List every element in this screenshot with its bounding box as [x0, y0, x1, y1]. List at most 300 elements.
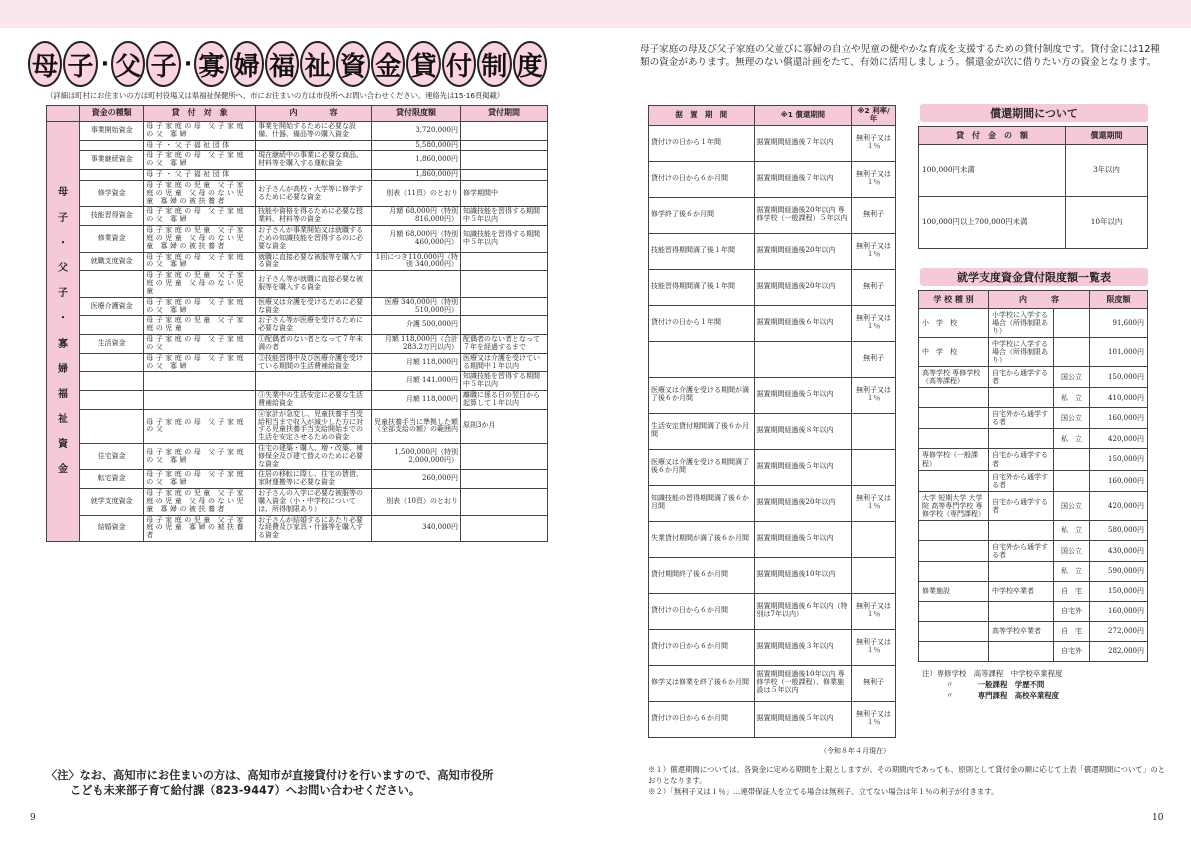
contact-note: （詳細は町村にお住まいの方は町村役場又は県福祉保健所へ、市にお住まいの方は市役所へお問い合わせください。連絡先は15·16頁掲載） [46, 91, 505, 100]
fund-period [461, 470, 548, 489]
school-limit: 282,000円 [1090, 641, 1148, 661]
fund-limit: 月額 141,000円 [371, 372, 460, 391]
school-limit: 590,000円 [1090, 561, 1148, 581]
fund-name: 技能習得資金 [80, 207, 144, 226]
school-note-line0: 注）専修学校 高等課程 中学校卒業程度 [922, 669, 1063, 678]
table-row [47, 271, 548, 297]
fund-period [461, 140, 548, 151]
fund-limit: 月額 68,000円（特別 460,000円） [371, 226, 460, 252]
school-sub: 自宅外 [1054, 641, 1090, 661]
title-char: 母 [28, 41, 62, 87]
title-char: 子 [63, 41, 97, 87]
rate-cell: 無利子又は１％ [852, 629, 896, 665]
side-label-char: 子 [58, 288, 69, 300]
title-char: 子 [146, 41, 180, 87]
table-row [919, 641, 1148, 661]
school-limit: 160,000円 [1090, 601, 1148, 621]
rate-cell: 無利子又は１％ [852, 305, 896, 341]
table-row [649, 125, 896, 161]
table-row [919, 491, 1148, 520]
table-row [649, 665, 896, 701]
table-row [47, 391, 548, 410]
col-fund-type: 資金の種類 [80, 106, 144, 122]
deferral-cell: 知識技能の習得期間満了後６か月間 [649, 485, 755, 521]
deferral-cell: 医療又は介護を受ける期間が満了後６か月間 [649, 377, 755, 413]
school-sub: 私 立 [1054, 388, 1090, 408]
table-row [47, 122, 548, 141]
fund-name [80, 372, 144, 391]
fund-target: 母子家庭の母 父子家庭の父 寡婦 [144, 297, 256, 316]
fund-name [80, 391, 144, 410]
fund-limit: 1,860,000円 [371, 170, 460, 181]
title-char: 貸 [406, 41, 440, 87]
table-row [47, 140, 548, 151]
deferral-cell: 貸付けの日から６か月間 [649, 701, 755, 737]
table-row [649, 161, 896, 197]
fund-content [256, 170, 372, 181]
school-limit: 160,000円 [1090, 470, 1148, 491]
school-sub: 自 宅 [1054, 621, 1090, 641]
fund-target: 母子家庭の児童 父子家庭の児童 [144, 316, 256, 335]
fund-target: 母子家庭の児童 父子家庭の児童 寡婦の被扶養者 [144, 515, 256, 541]
table-row [47, 151, 548, 170]
fund-target [144, 372, 256, 391]
school-limit: 91,600円 [1090, 309, 1148, 338]
col-repay-period: 償還期間 [1066, 127, 1148, 145]
rate-cell: 無利子又は１％ [852, 701, 896, 737]
fund-content: 現在継続中の事業に必要な商品、材料等を購入する運転資金 [256, 151, 372, 170]
school-content: 自宅から通学する者 [989, 449, 1054, 470]
side-label-char: 福 [58, 388, 69, 400]
fund-limit: 1,500,000円（特別 2,000,000円） [371, 443, 460, 469]
table-row [919, 601, 1148, 621]
col-period: 貸付期間 [461, 106, 548, 122]
fund-limit: 月額 68,000円（特別 816,000円） [371, 207, 460, 226]
deferral-cell: 生活安定貸付期間満了後６か月間 [649, 413, 755, 449]
fund-content: お子さんが結婚するにあたり必要な経費及び家具・什器等を購入する資金 [256, 515, 372, 541]
table-row [649, 197, 896, 233]
fund-name: 就学支度資金 [80, 489, 144, 515]
school-limit: 580,000円 [1090, 520, 1148, 540]
school-sub: 国公立 [1054, 540, 1090, 561]
school-type: 小 学 校 [919, 309, 989, 338]
fund-name [80, 271, 144, 297]
table-row [47, 207, 548, 226]
repayment-cell: 据置期間経過後５年以内 [754, 701, 852, 737]
school-limit: 150,000円 [1090, 581, 1148, 601]
table-header-row [47, 106, 548, 122]
school-note [922, 668, 1062, 701]
table-row [47, 353, 548, 372]
fund-target: 母子家庭の母 父子家庭の父 [144, 335, 256, 354]
repayment-cell: 据置期間経過後６年以内 [754, 305, 852, 341]
table-row [649, 449, 896, 485]
fund-period: 修学期間中 [461, 180, 548, 206]
fund-period [461, 170, 548, 181]
footnote-2: ※２）「無利子又は１％」…連帯保証人を立てる場合は無利子、立てない場合は年１％の利子が付きます。 [648, 787, 999, 797]
table-header-row [919, 127, 1148, 145]
fund-period [461, 316, 548, 335]
fund-content: 住居の移転に際し、住宅の賃借、家財運搬等に必要な資金 [256, 470, 372, 489]
fund-content: お子さん等が医療を受けるために必要な資金 [256, 316, 372, 335]
fund-name: 就職支度資金 [80, 252, 144, 271]
fund-limit: 月額 118,000円 [371, 353, 460, 372]
fund-content: お子さんの入学に必要な被服等の購入資金（小・中学校については、所得制限あり） [256, 489, 372, 515]
fund-name: 生活資金 [80, 335, 144, 354]
school-content [989, 520, 1054, 540]
fund-content: 就職に直接必要な被服等を購入する資金 [256, 252, 372, 271]
repayment-cell: 据置期間経過後５年以内 [754, 521, 852, 557]
fund-limit: 介護 500,000円 [371, 316, 460, 335]
repayment-cell: 据置期間経過後20年以内 [754, 269, 852, 305]
school-content: 自宅外から通学する者 [989, 540, 1054, 561]
side-label-char: 金 [58, 464, 69, 476]
school-limit: 272,000円 [1090, 621, 1148, 641]
table-row [649, 377, 896, 413]
table-row [919, 388, 1148, 408]
table-row [919, 145, 1148, 197]
fund-content: お子さん等が就職に直接必要な被服等を購入する資金 [256, 271, 372, 297]
fund-period: 知識技能を習得する期間中５年以内 [461, 226, 548, 252]
table-row [919, 338, 1148, 367]
table-row [649, 269, 896, 305]
school-content [989, 641, 1054, 661]
title-char: 寡 [194, 41, 228, 87]
table-row [649, 557, 896, 593]
table-row [649, 593, 896, 629]
rate-cell: 無利子 [852, 665, 896, 701]
col-content: 内 容 [256, 106, 372, 122]
school-type [919, 388, 989, 408]
deferral-table [648, 105, 896, 738]
rate-cell: 無利子又は１％ [852, 125, 896, 161]
school-note-line1 [922, 679, 1062, 690]
table-row [919, 561, 1148, 581]
fund-limit: 5,580,000円 [371, 140, 460, 151]
school-content [989, 388, 1054, 408]
intro-text: 母子家庭の母及び父子家庭の父並びに寡婦の自立や児童の健やかな育成を支援するための貸付制度です。貸付金には12種類の資金があります。無理のない償還計画をたて、有効に活用しましょう。償還金が次に借りたい方の資金となります。 [640, 44, 1160, 68]
fund-side-label [47, 122, 80, 542]
table-row [919, 408, 1148, 429]
school-sub [1054, 449, 1090, 470]
fund-name: 事業開始資金 [80, 122, 144, 141]
deferral-cell: 貸付期間終了後６か月間 [649, 557, 755, 593]
table-row [649, 233, 896, 269]
table-header-row [649, 106, 896, 126]
school-limit: 430,000円 [1090, 540, 1148, 561]
fund-name: 住宅資金 [80, 443, 144, 469]
fund-content: ①配偶者のない者となって７年未満の者 [256, 335, 372, 354]
school-sub: 自宅外 [1054, 601, 1090, 621]
repayment-cell: 据置期間経過後７年以内 [754, 161, 852, 197]
title-char: 制 [477, 41, 511, 87]
rate-cell: 無利子 [852, 269, 896, 305]
top-band [0, 0, 1191, 28]
rate-cell: 無利子 [852, 197, 896, 233]
repayment-cell: 据置期間経過後５年以内 [754, 377, 852, 413]
fund-content: お子さんが事業開始又は就職するための知識技能を習得するのに必要な資金 [256, 226, 372, 252]
fund-period: 離職に係る日の翌日から起算して１年以内 [461, 391, 548, 410]
amount-cell: 100,000円以上700,000円未満 [919, 197, 1066, 249]
fund-period [461, 515, 548, 541]
fund-content: 技能や資格を得るために必要な授業料、材料等の資金 [256, 207, 372, 226]
fund-name [80, 140, 144, 151]
table-row [47, 252, 548, 271]
deferral-cell: 貸付けの日から６か月間 [649, 629, 755, 665]
school-content: 高等学校卒業者 [989, 621, 1054, 641]
col-deferral: 据 置 期 間 [649, 106, 755, 126]
fund-name: 修業資金 [80, 226, 144, 252]
repayment-cell: 据置期間経過後７年以内 [754, 125, 852, 161]
side-label-char: 母 [58, 187, 69, 199]
fund-target: 母子家庭の児童 父子家庭の児童 父母のない児童 寡婦の被扶養者 [144, 489, 256, 515]
school-content: 小学校に入学する場合（所得制限あり） [989, 309, 1054, 338]
fund-target: 母子家庭の児童 父子家庭の児童 父母のない児童 寡婦の被扶養者 [144, 226, 256, 252]
school-limit: 420,000円 [1090, 491, 1148, 520]
table-row [649, 305, 896, 341]
fund-content: ④家計が急変し、児童扶養手当受給相当まで収入が減少した方に対する児童扶養手当支給開始までの生活を安定させるための資金 [256, 409, 372, 443]
fund-name: 修学資金 [80, 180, 144, 206]
school-content: 自宅外から通学する者 [989, 470, 1054, 491]
repayment-cell: 据置期間経過後20年以内 [754, 485, 852, 521]
fund-target: 母子家庭の母 父子家庭の父 寡婦 [144, 207, 256, 226]
rate-cell [852, 521, 896, 557]
school-type: 大学 短期大学 大学院 高等専門学校 専修学校（専門課程） [919, 491, 989, 520]
repayment-cell: 据置期間経過後10年以内 専修学校（一般課程）、修業施設は５年以内 [754, 665, 852, 701]
fund-limit: 別表（10頁）のとおり [371, 489, 460, 515]
fund-limit: 3,720,000円 [371, 122, 460, 141]
repayment-cell: 据置期間経過後６年以内（特別は7年以内） [754, 593, 852, 629]
table-row [47, 470, 548, 489]
school-note-general: 一般課程 学歴不問 [977, 680, 1045, 690]
fund-target: 母子家庭の児童 父子家庭の児童 父母のない児童 寡婦の被扶養者 [144, 180, 256, 206]
school-content: 中学校卒業者 [989, 581, 1054, 601]
school-type [919, 601, 989, 621]
date-line: （令和８年４月現在） [820, 747, 890, 755]
school-sub: 国公立 [1054, 367, 1090, 388]
amount-cell: 100,000円未満 [919, 145, 1066, 197]
side-label-char: 父 [58, 262, 69, 274]
repayment-title: 償還期間について [920, 104, 1148, 122]
title-char: 婦 [230, 41, 264, 87]
school-content [989, 601, 1054, 621]
fund-target: 母子家庭の母 父子家庭の父 寡婦 [144, 252, 256, 271]
table-row [649, 485, 896, 521]
repayment-table [918, 126, 1148, 249]
table-row [919, 197, 1148, 249]
school-table [918, 290, 1148, 662]
table-row [47, 515, 548, 541]
table-row [649, 521, 896, 557]
repayment-cell: 据置期間経過後10年以内 [754, 557, 852, 593]
fund-limit [371, 271, 460, 297]
table-row [47, 226, 548, 252]
school-col-1: 内 容 [989, 291, 1090, 309]
footnote-1: ※１）償還期間については、各資金に定める期間を上限としますが、その期間内であっても、原則として貸付金の額に応じて上表「償還期間について」のとおりとなります。 [648, 765, 1165, 786]
school-limit: 150,000円 [1090, 449, 1148, 470]
school-note-line2 [922, 690, 1062, 701]
table-row [649, 413, 896, 449]
side-label-char: ・ [58, 237, 69, 249]
period-cell: 10年以内 [1066, 197, 1148, 249]
table-row [919, 449, 1148, 470]
title-separator: · [183, 51, 193, 77]
fund-period [461, 252, 548, 271]
fund-content: 住宅の建築・購入、増・改築、補修保全及び建て替えのために必要な資金 [256, 443, 372, 469]
fund-limit: 別表（11頁）のとおり [371, 180, 460, 206]
school-sub: 国公立 [1054, 408, 1090, 429]
repayment-cell: 据置期間経過後３年以内 [754, 629, 852, 665]
title-char: 資 [336, 41, 370, 87]
fund-limit: 医療 340,000円（特別 510,000円） [371, 297, 460, 316]
table-row [649, 701, 896, 737]
repayment-cell: 据置期間経過後５年以内 [754, 449, 852, 485]
repayment-cell: 据置期間経過後20年以内 [754, 233, 852, 269]
fund-period: 原則3か月 [461, 409, 548, 443]
table-row [919, 621, 1148, 641]
fund-content: ②技能習得中及び医療介護を受けている期間の生活費補給資金 [256, 353, 372, 372]
school-type: 専修学校（一般課程） [919, 449, 989, 470]
table-row [919, 520, 1148, 540]
table-row [47, 409, 548, 443]
fund-content: お子さんが高校・大学等に修学するために必要な資金 [256, 180, 372, 206]
table-row [47, 443, 548, 469]
rate-cell [852, 413, 896, 449]
title-separator: · [100, 51, 110, 77]
deferral-cell: 技能習得期間満了後１年間 [649, 269, 755, 305]
school-title: 就学支度資金貸付限度額一覧表 [920, 268, 1148, 286]
fund-name [80, 170, 144, 181]
school-limit: 410,000円 [1090, 388, 1148, 408]
fund-period: 医療又は介護を受けている期間中１年以内 [461, 353, 548, 372]
fund-target: 母子家庭の母 父子家庭の父 寡婦 [144, 470, 256, 489]
table-row [47, 170, 548, 181]
ditto-mark: 〃 [946, 691, 954, 701]
rate-cell: 無利子又は１％ [852, 485, 896, 521]
fund-period [461, 271, 548, 297]
school-sub: 私 立 [1054, 520, 1090, 540]
kochi-note [46, 768, 493, 798]
fund-content: ③失業中の生活安定に必要な生活費補給資金 [256, 391, 372, 410]
fund-limit: 1,860,000円 [371, 151, 460, 170]
deferral-cell: 貸付けの日から１年間 [649, 125, 755, 161]
deferral-cell [649, 341, 755, 377]
table-row [919, 581, 1148, 601]
side-label-char: 婦 [58, 363, 69, 375]
fund-period [461, 151, 548, 170]
fund-limit: 260,000円 [371, 470, 460, 489]
table-row [919, 540, 1148, 561]
fund-content: 事業を開始するために必要な設備、什器、備品等の購入資金 [256, 122, 372, 141]
school-sub [1054, 338, 1090, 367]
school-note-special: 専門課程 高校卒業程度 [977, 691, 1060, 701]
side-label-char: 祉 [58, 414, 69, 426]
deferral-table-body [649, 125, 896, 737]
table-row [919, 367, 1148, 388]
col-repayment: ※1 償還期間 [754, 106, 852, 126]
table-row [47, 335, 548, 354]
school-col-2: 限度額 [1090, 291, 1148, 309]
col-side [47, 106, 80, 122]
title-char: 福 [265, 41, 299, 87]
school-sub: 自 宅 [1054, 581, 1090, 601]
title-char: 金 [371, 41, 405, 87]
school-type: 中 学 校 [919, 338, 989, 367]
fund-target [144, 391, 256, 410]
fund-limit: 1回につき110,000円（特別 340,000円） [371, 252, 460, 271]
school-type [919, 408, 989, 429]
school-sub: 私 立 [1054, 561, 1090, 581]
repayment-cell: 据置期間経過後20年以内 専修学校（一般課程）５年以内 [754, 197, 852, 233]
fund-name [80, 409, 144, 443]
table-row [649, 341, 896, 377]
fund-target: 母子家庭の母 父子家庭の父 寡婦 [144, 443, 256, 469]
fund-name: 医療介護資金 [80, 297, 144, 316]
table-row [919, 470, 1148, 491]
fund-period: 知識技能を習得する期間中５年以内 [461, 207, 548, 226]
fund-target: 母子・父子福祉団体 [144, 170, 256, 181]
fund-target: 母子家庭の母 父子家庭の父 [144, 409, 256, 443]
school-limit: 101,000円 [1090, 338, 1148, 367]
loan-fund-table [46, 105, 548, 542]
table-row [47, 297, 548, 316]
col-target: 貸 付 対 象 [144, 106, 256, 122]
school-content [989, 561, 1054, 581]
col-limit: 貸付限度額 [371, 106, 460, 122]
table-row [919, 429, 1148, 449]
rate-cell [852, 557, 896, 593]
table-row [47, 489, 548, 515]
fund-content [256, 140, 372, 151]
title-char: 父 [111, 41, 145, 87]
school-sub [1054, 470, 1090, 491]
deferral-cell: 貸付けの日から６か月間 [649, 593, 755, 629]
title-char: 付 [442, 41, 476, 87]
title-char: 度 [513, 41, 547, 87]
table-row [919, 309, 1148, 338]
repayment-cell [754, 341, 852, 377]
school-col-0: 学 校 種 別 [919, 291, 989, 309]
fund-target: 母子家庭の児童 父子家庭の児童 父母のない児童 [144, 271, 256, 297]
table-header-row [919, 291, 1148, 309]
side-label-char: 子 [58, 212, 69, 224]
table-row [47, 180, 548, 206]
fund-period [461, 297, 548, 316]
deferral-cell: 医療又は介護を受ける期間満了後６か月間 [649, 449, 755, 485]
col-rate: ※2 利率/年 [852, 106, 896, 126]
rate-cell: 無利子又は１％ [852, 593, 896, 629]
school-sub: 国公立 [1054, 491, 1090, 520]
rate-cell: 無利子 [852, 341, 896, 377]
school-content [989, 429, 1054, 449]
fund-period [461, 443, 548, 469]
fund-content [256, 372, 372, 391]
school-type [919, 429, 989, 449]
fund-name [80, 316, 144, 335]
footnotes [648, 764, 1168, 797]
school-type: 高等学校 専修学校（高等課程） [919, 367, 989, 388]
school-type [919, 520, 989, 540]
school-limit: 150,000円 [1090, 367, 1148, 388]
fund-limit: 340,000円 [371, 515, 460, 541]
loan-table-body [47, 122, 548, 542]
school-type [919, 621, 989, 641]
school-limit: 420,000円 [1090, 429, 1148, 449]
fund-target: 母子家庭の母 父子家庭の父 寡婦 [144, 122, 256, 141]
rate-cell: 無利子又は１％ [852, 233, 896, 269]
deferral-cell: 失業貸付期間が満了後６か月間 [649, 521, 755, 557]
school-content: 中学校に入学する場合（所得制限あり） [989, 338, 1054, 367]
